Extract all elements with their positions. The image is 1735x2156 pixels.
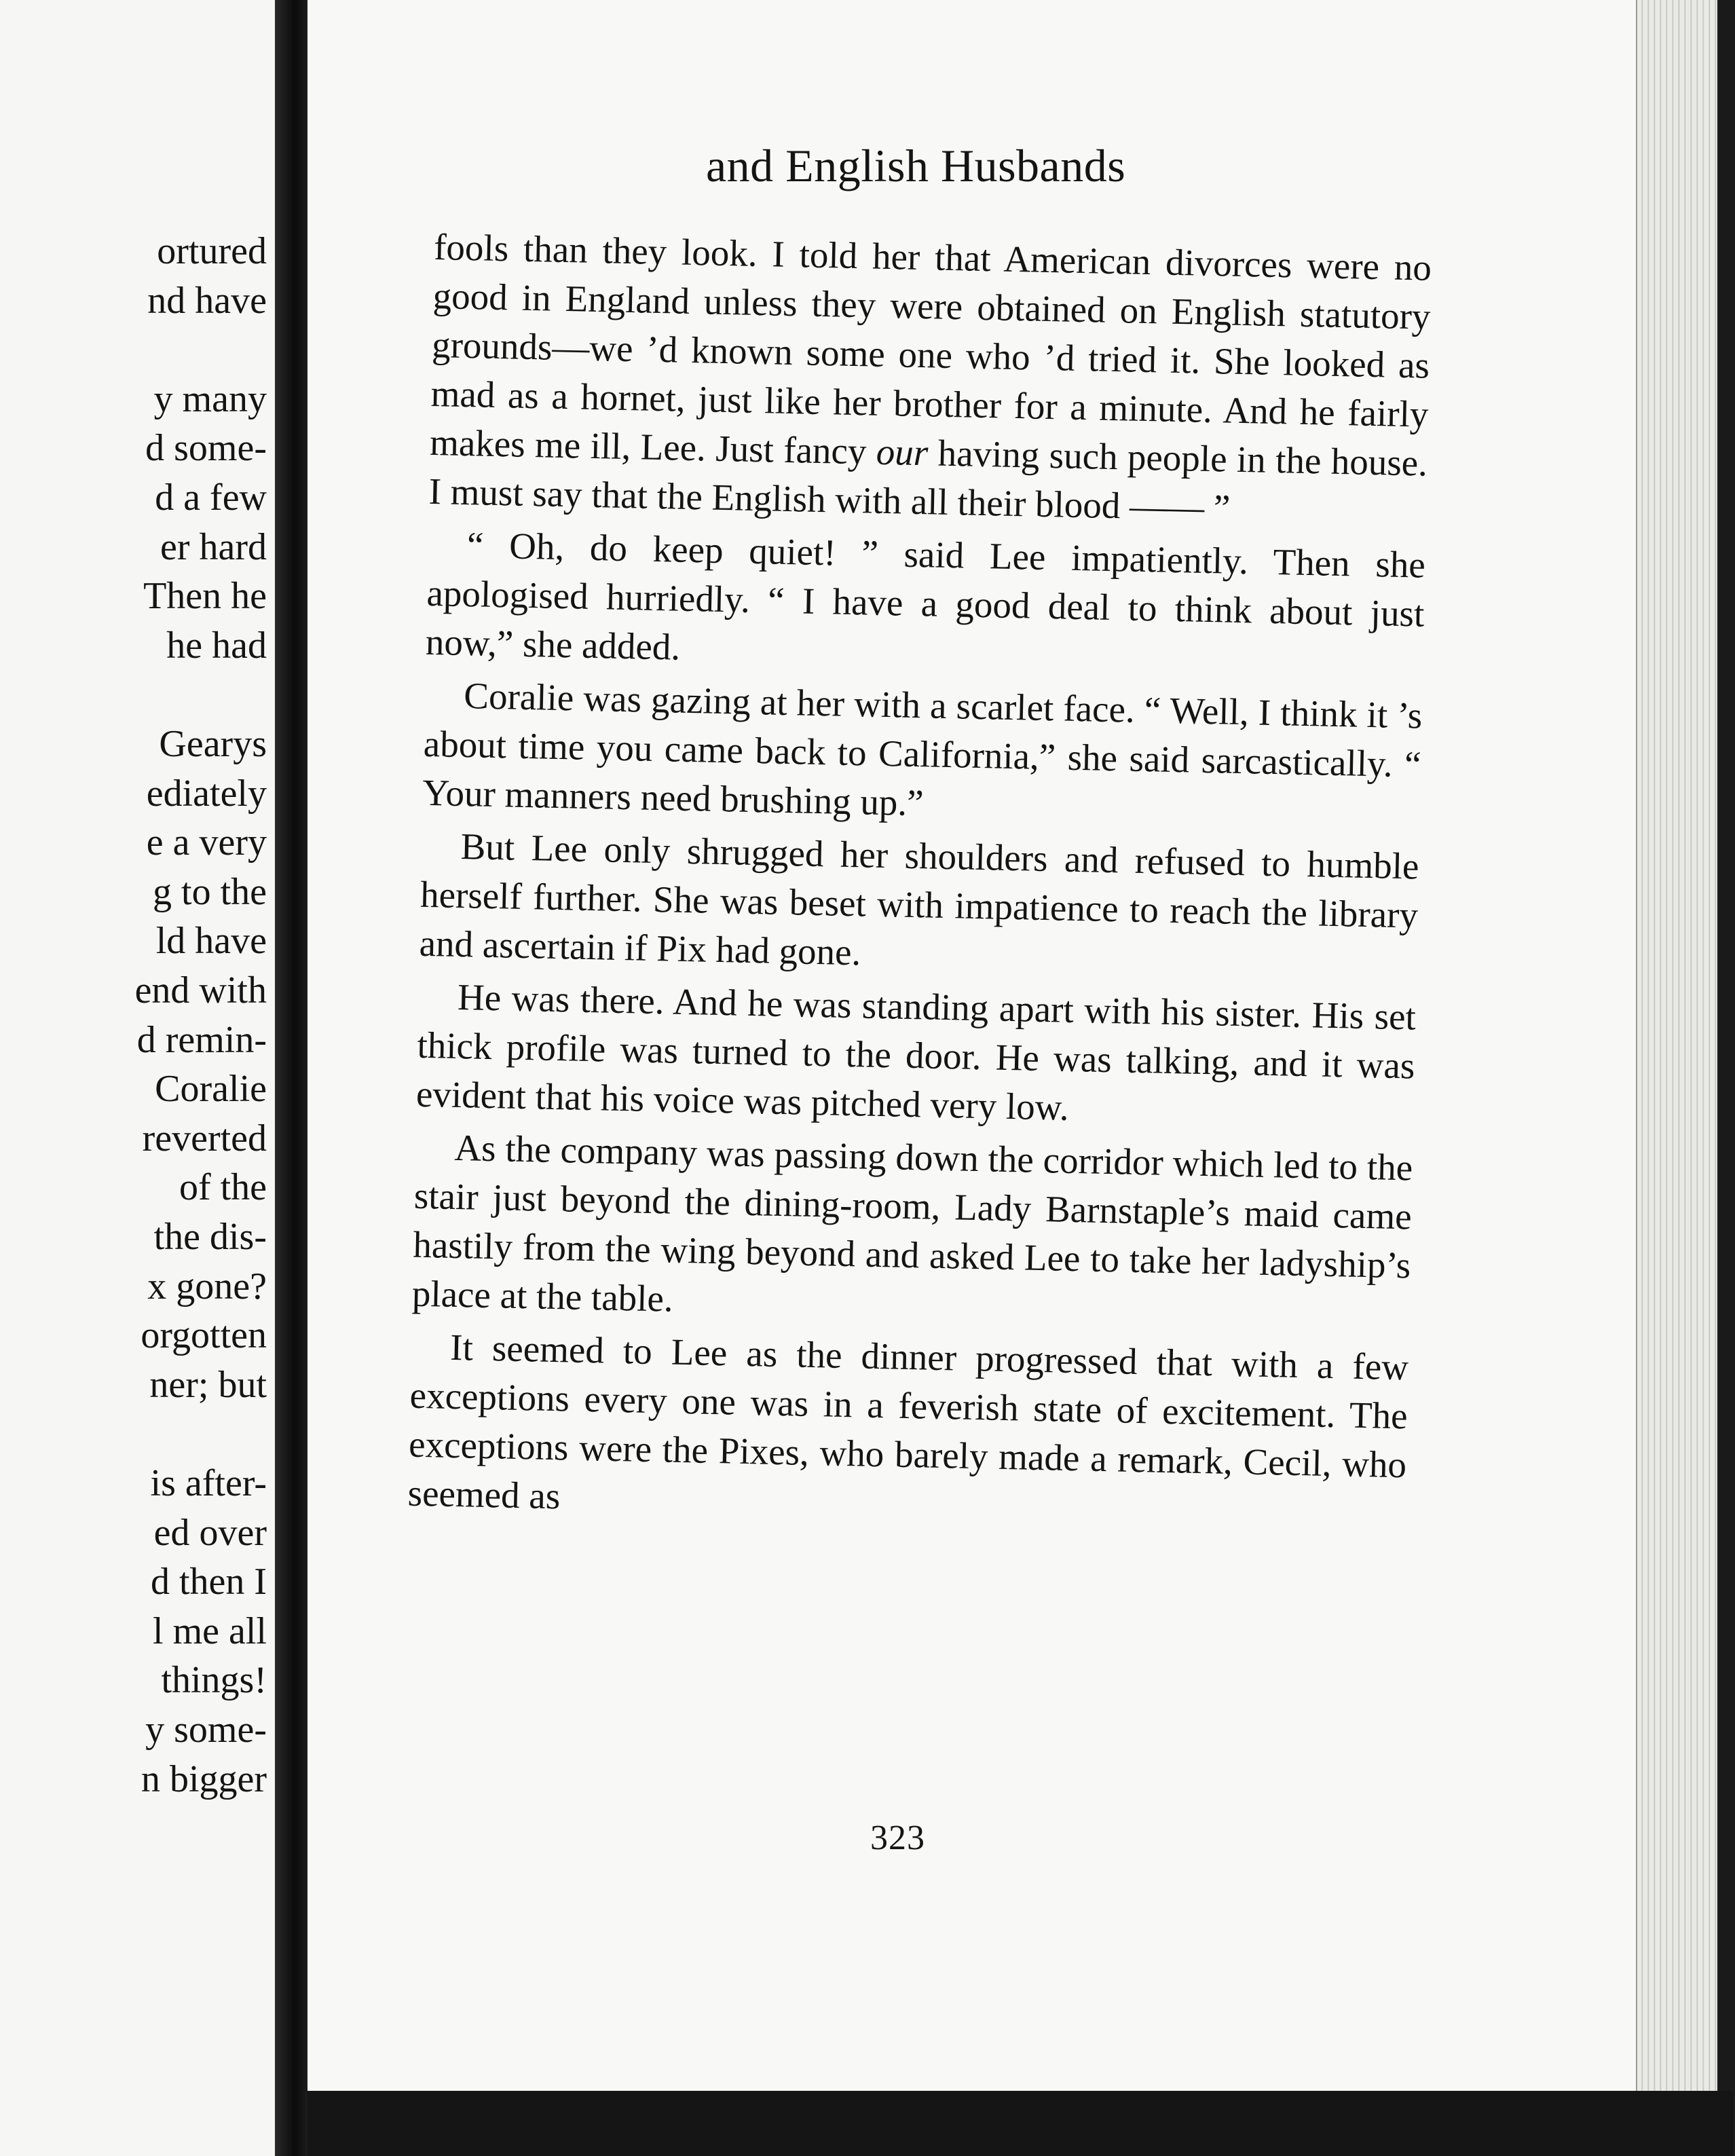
left-page-line: e a very <box>146 821 267 864</box>
book-bottom-edge <box>307 2091 1733 2156</box>
running-head: and English Husbands <box>706 140 1126 191</box>
left-page-line: Coralie <box>155 1068 267 1111</box>
text-run: “ Oh, do keep quiet! ” said Lee impatiently. Then she apologised hurriedly. “ I have a good deal to think about just now,” she added. <box>425 524 1426 668</box>
left-page-line: reverted <box>142 1117 267 1159</box>
text-run: He was there. And he was standing apart with his sister. His set thick profile was turned to the door. He was talking, and it was evident that his voice was pitched very low. <box>415 975 1417 1128</box>
left-page-line: nd have <box>147 279 267 322</box>
paragraph <box>419 821 1419 989</box>
paragraph <box>407 1322 1409 1539</box>
text-run: having such people in the house. I must say that the English with all their blood —— ” <box>428 432 1428 529</box>
left-page-line: d some- <box>145 427 267 470</box>
page-number: 323 <box>870 1819 925 1857</box>
left-page-line: things! <box>161 1659 267 1702</box>
paragraph <box>411 1123 1413 1339</box>
left-page-line: ld have <box>155 920 267 963</box>
text-run: As the company was passing down the corridor which led to the stair just beyond the dining-room, Lady Barnstaple’s maid came hastily from the wing beyond and asked Lee to take her ladyship’s place at the table. <box>411 1126 1413 1320</box>
paragraph <box>428 223 1432 537</box>
left-page-line: d remin- <box>136 1018 267 1061</box>
text-run: fools than they look. I told her that American divorces were no good in England unless they were obtained on English statutory grounds—we ’d known some one who ’d tried it. She looked as mad as a hornet, just like her brother for a minute. And he fairly makes me ill, Lee. Just fancy <box>429 225 1432 472</box>
left-page-line: he had <box>166 624 267 667</box>
left-page-line: g to the <box>153 870 267 913</box>
left-page-line: y some- <box>145 1709 267 1751</box>
left-page-line: ed over <box>153 1511 267 1554</box>
italic-text: our <box>876 430 929 474</box>
left-page-line: ner; but <box>149 1363 267 1406</box>
left-page-line: l me all <box>153 1610 267 1652</box>
left-page-line: ediately <box>146 772 267 815</box>
paragraph <box>425 520 1425 688</box>
left-page-line: Then he <box>143 575 267 618</box>
left-page-line: x gone? <box>147 1265 267 1307</box>
previous-page <box>0 0 275 2156</box>
left-page-line: of the <box>179 1166 267 1209</box>
left-page-line: y many <box>153 377 267 420</box>
book-spine <box>275 0 307 2156</box>
paragraph <box>415 972 1416 1140</box>
body-text <box>407 223 1432 1542</box>
page-edges <box>1636 0 1717 2111</box>
left-page-line: end with <box>134 969 267 1011</box>
left-page-line: is after- <box>150 1462 267 1504</box>
paragraph <box>422 671 1423 838</box>
left-page-line: ortured <box>157 230 267 272</box>
text-run: It seemed to Lee as the dinner progressed that with a few exceptions every one was in a feverish state of excitement. The exceptions were the Pixes, who barely made a remark, Cecil, who seemed as <box>407 1326 1409 1517</box>
text-run: But Lee only shrugged her shoulders and refused to humble herself further. She was beset with impatience to reach the library and ascertain if Pix had gone. <box>419 825 1420 973</box>
left-page-line: n bigger <box>141 1758 267 1800</box>
text-run: Coralie was gazing at her with a scarlet face. “ Well, I think it ’s about time you came back to California,” she said sarcastically. “ Your manners need brushing up.” <box>422 675 1423 824</box>
left-page-line: d then I <box>150 1561 267 1603</box>
left-page-line: d a few <box>155 477 267 519</box>
left-page-line: the dis- <box>153 1216 267 1258</box>
left-page-line: orgotten <box>141 1314 267 1357</box>
left-page-line: er hard <box>160 525 267 568</box>
left-page-line: Gearys <box>159 723 267 765</box>
